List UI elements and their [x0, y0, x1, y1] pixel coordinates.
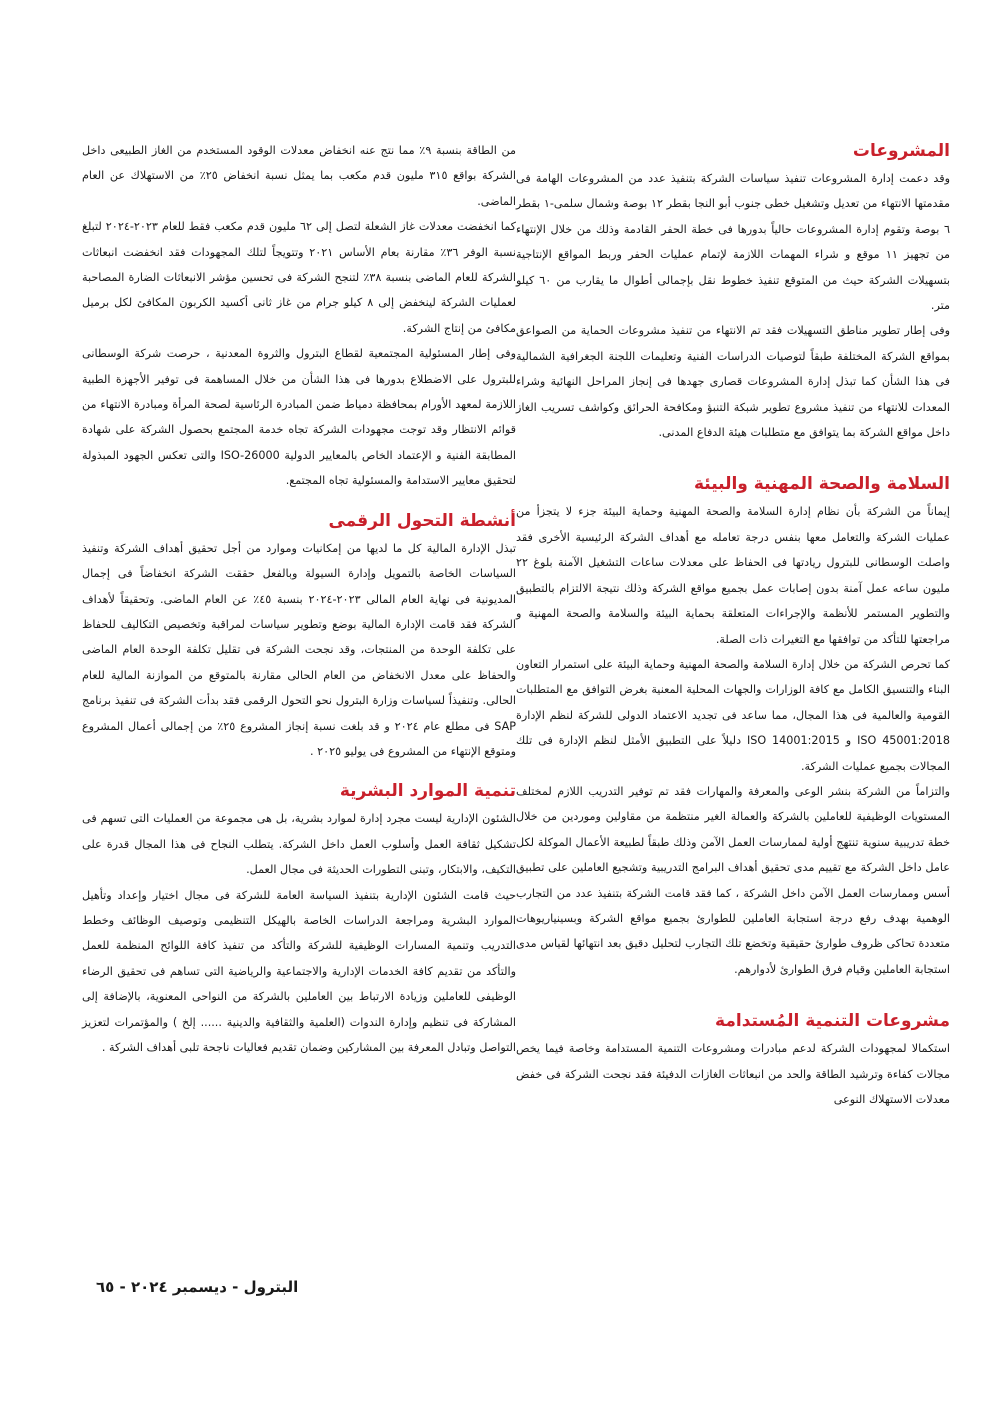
intro-paragraph-1: من الطاقة بنسبة ٩٪ مما نتج عنه انخفاض معدلات الوقود المستخدم من الغاز الطبيعى داخل الشركة بواقع ٣١٥ مليون قدم مكعب بما يمثل نسبة انخفاض ٢٥٪ من الاستهلاك عن العام الماضى.: [82, 144, 516, 208]
safety-paragraph-2: كما تحرص الشركة من خلال إدارة السلامة والصحة المهنية وحماية البيئة على استمرار التعاون البناء والتنسيق الكامل مع كافة الوزارات والجهات المحلية المعنية بغرض التوافق مع المتطلبات القومية والعالمية فى هذا المجال، مما ساعد فى تجديد الاعتماد الدولى للشركة لنظم الإدارة ISO 45001:2018 و ISO 14001:2015 دليلاً على التطبيق الأمثل لنظم الإدارة فى تلك المجالات بجميع عمليات الشركة.: [516, 657, 951, 773]
hr-heading: تنمية الموارد البشرية: [339, 781, 516, 802]
intro-paragraph-3: وفى إطار المسئولية المجتمعية لقطاع البترول والثروة المعدنية ، حرصت شركة الوسطانى للبترول على الاضطلاع بدورها فى هذا الشأن من خلال المساهمة فى توفير الأجهزة الطبية اللازمة لمعهد الأورام بمحافظة دمياط ضمن المبادرة الرئاسية لصحة المرأة ومبادرة الانتهاء من قوائم الانتظار وقد توجت مجهودات الشركة تجاه خدمة المجتمع بحصول الشركة على شهادة المطابقة الفنية و الإعتماد الخاص بالمعايير الدولية ISO-26000 والتى تعكس الجهود المبذولة لتحقيق معايير الاستدامة والمسئولية تجاه المجتمع.: [82, 347, 516, 488]
sustainability-paragraph-1: استكمالا لمجهودات الشركة لدعم مبادرات ومشروعات التنمية المستدامة وخاصة فيما يخص مجالات كفاءة وترشيد الطاقة والحد من انبعاثات الغازات الدفيئة فقد نجحت الشركة فى خفض معدلات الاستهلاك النوعى: [516, 1042, 950, 1106]
projects-paragraph-1: وقد دعمت إدارة المشروعات تنفيذ سياسات الشركة بتنفيذ عدد من المشروعات الهامة فى مقدمتها الانتهاء من تعديل وتشغيل خطى جنوب أبو النجا بقطر ١٢ بوصة وشمال سلمى-١ بقطر ٦ بوصة وتقوم إدارة المشروعات حالياً بدورها فى خطة الحفر القادمة وذلك من خلال الإنتهاء من تجهيز ١١ موقع و شراء المهمات اللازمة لإتمام عمليات الحفر وربط المواقع الإنتاجية بتسهيلات الشركة حيث من المتوقع تنفيذ خطوط نقل بإجمالى أطوال ما يقارب من ٦٠ كيلو متر.: [516, 172, 950, 313]
digital-heading: أنشطة التحول الرقمى: [328, 510, 516, 531]
projects-paragraph-2: وفى إطار تطوير مناطق التسهيلات فقد تم الانتهاء من تنفيذ مشروعات الحماية من الصواعق بمواقع الشركة المختلفة طبقاً لتوصيات الدراسات الفنية وتعليمات اللجنة الجغرافية الشمالية فى هذا الشأن كما تبذل إدارة المشروعات قصارى جهدها فى إنجاز المراحل النهائية وشراء المعدات للانتهاء من تنفيذ مشروع تطوير شبكة التنبؤ ومكافحة الحرائق وكواشف تسريب الغاز داخل مواقع الشركة بما يتوافق مع متطلبات هيئة الدفاع المدنى.: [516, 324, 950, 440]
hr-paragraph-2: حيث قامت الشئون الإدارية بتنفيذ السياسة العامة للشركة فى مجال اختيار وإعداد وتأهيل الموارد البشرية ومراجعة الدراسات الخاصة بالهيكل التنظيمى وتوصيف الوظائف وخطط التدريب وتنمية المسارات الوظيفية للشركة والتأكد من تنفيذ كافة اللوائح المنظمة للعمل والتأكد من تقديم كافة الخدمات الإدارية والاجتماعية والرياضية التى تساهم فى تحقيق الرضاء الوظيفى للعاملين وزيادة الارتباط بين العاملين بالشركة من النواحى المعنوية، بالإضافة إلى المشاركة فى تنظيم وإدارة الندوات (العلمية والثقافية والدينية ...... إلخ ) والمؤتمرات لتعزيز التواصل وتبادل المعرفة بين المشاركين وضمان تقديم فعاليات ناجحة تلبى أهداف الشركة .: [82, 888, 516, 1054]
right-column: [516, 138, 950, 1112]
hr-paragraph-1: الشئون الإدارية ليست مجرد إدارة لموارد بشرية، بل هى مجموعة من العمليات التى تسهم فى تشكيل ثقافة العمل وأسلوب العمل داخل الشركة. يتطلب النجاح فى هذا المجال قدرة على التكيف، والابتكار، وتبنى التطورات الحديثة فى مجال العمل.: [82, 812, 516, 877]
safety-paragraph-1: إيماناً من الشركة بأن نظام إدارة السلامة والصحة المهنية وحماية البيئة جزء لا يتجزأ من عمليات الشركة والتعامل معها بنفس درجة تعامله مع أهداف الشركة الرئيسية الأخرى فقد واصلت الوسطانى للبترول ريادتها فى الحفاظ على معدلات ساعات التشغيل الآمنة بلوغ ٢٢ مليون ساعه عمل آمنة بدون إصابات عمل بجميع مواقع الشركة وذلك نتيجة الالتزام بالتطبيق والتطوير المستمر للأنظمة والإجراءات المتعلقة بحماية البيئة والسلامة والصحة المهنية و مراجعتها للتأكد من توافقها مع التغيرات ذات الصلة.: [516, 505, 950, 646]
safety-heading: السلامة والصحة المهنية والبيئة: [693, 474, 950, 495]
page-footer: البترول - ديسمبر ٢٠٢٤ - ٦٥: [96, 1278, 299, 1296]
sustainability-heading: مشروعات التنمية المُستدامة: [715, 1011, 950, 1032]
intro-paragraph-2: كما انخفضت معدلات غاز الشعلة لتصل إلى ٦٢ مليون قدم مكعب فقط للعام ٢٠٢٣-٢٠٢٤ لتبلغ نسبة الوفر ٣٦٪ مقارنة بعام الأساس ٢٠٢١ وتتويجاً لتلك المجهودات فقد انخفضت انبعاثات الشركة للعام الماضى بنسبة ٣٨٪ لتنجح الشركة فى تحسين مؤشر الانبعاثات الضارة المصاحبة لعمليات الشركة لينخفض إلى ٨ كيلو جرام من غاز ثانى أكسيد الكربون المكافئ لكل برميل مكافئ من إنتاج الشركة.: [82, 220, 517, 335]
safety-paragraph-3: والتزاماً من الشركة بنشر الوعى والمعرفة والمهارات فقد تم توفير التدريب اللازم لمختلف المستويات الوظيفية للعاملين بالشركة والعمالة الغير منتظمة من مقاولين وموردين من خلال خطة تدريبية سنوية تنتهج أولية لممارسات العمل الآمن وذلك طبقاً لطبيعة الأعمال الموكلة لكل عامل داخل الشركة مع تقييم مدى تحقيق أهداف البرامج التدريبية وتشجيع العاملين على تطبيق أسس وممارسات العمل الآمن داخل الشركة ، كما فقد قامت الشركة بتنفيذ عدد من التجارب الوهمية بهدف رفع درجة استجابة العاملين للطوارئ بجميع مواقع الشركة وبسينياريوهات متعددة تحاكى ظروف طوارئ حقيقية وتخضع تلك التجارب لتحليل دقيق بعد انتهائها لقياس مدى استجابة العاملين وقيام فرق الطوارئ لأدوارهم.: [516, 784, 950, 976]
left-column: [82, 138, 516, 1060]
projects-heading: المشروعات: [852, 141, 950, 161]
digital-paragraph-1: تبذل الإدارة المالية كل ما لديها من إمكانيات وموارد من أجل تحقيق أهداف الشركة وتنفيذ السياسات الخاصة بالتمويل وإدارة السيولة وبالفعل حققت الشركة انخفاضاً فى إجمال المديونية فى نهاية العام المالى ٢٠٢٣-٢٠٢٤ بنسبة ٤٥٪ عن العام الماضى. وتحقيقاً لأهداف الشركة فقد قامت الإدارة المالية بوضع وتطوير سياسات لمراقبة وتخصيص التكاليف للحفاظ على تكلفة الوحدة من المنتجات، وقد نجحت الشركة فى تقليل تكلفة الوحدة العام الماضى والحفاظ على معدل الانخفاض من العام الحالى مقارنة بالمتوقع من الموازنة المالية للعام الحالى. وتنفيذاً لسياسات وزارة البترول نحو التحول الرقمى فقد بدأت الشركة فى تنفيذ برنامج SAP فى مطلع عام ٢٠٢٤ و قد بلغت نسبة إنجاز المشروع ٢٥٪ من إجمالى أعمال المشروع ومتوقع الإنتهاء من المشروع فى يوليو ٢٠٢٥ .: [82, 541, 516, 758]
